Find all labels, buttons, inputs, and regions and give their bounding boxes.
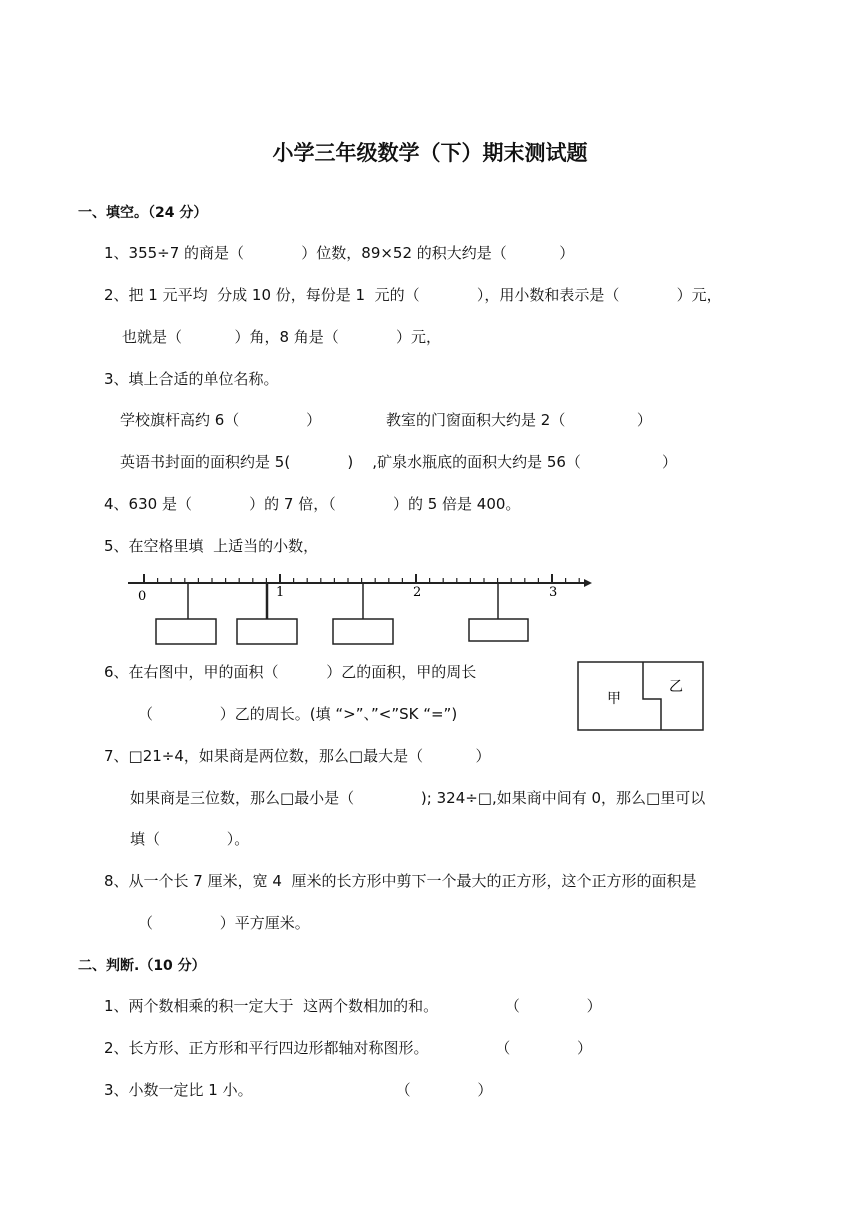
question-2: 2、把 1 元平均 分成 10 份，每份是 1 元的（ ），用小数和表示是（ ）元， bbox=[104, 286, 722, 304]
question-6-cont: （ ）乙的周长。(填 “>”、”<”SK “=”) bbox=[138, 705, 458, 723]
tick-label-3: 3 bbox=[549, 585, 558, 600]
section-heading-judge: 二、判断.（10 分） bbox=[78, 958, 206, 974]
judge-2: 2、长方形、正方形和平行四边形都轴对称图形。 （ ） bbox=[104, 1039, 593, 1057]
tick-label-1: 1 bbox=[276, 585, 285, 600]
question-8: 8、从一个长 7 厘米，宽 4 厘米的长方形中剪下一个最大的正方形，这个正方形的面积是 bbox=[104, 872, 697, 890]
figure-outline bbox=[578, 662, 703, 730]
question-4: 4、630 是（ ）的 7 倍，（ ）的 5 倍是 400。 bbox=[104, 495, 521, 513]
answer-box-3[interactable] bbox=[333, 619, 393, 644]
area-figure bbox=[577, 661, 705, 733]
question-3-c: 英语书封面的面积约是 5( ) ,矿泉水瓶底的面积大约是 56（ ） bbox=[120, 453, 677, 471]
question-8-cont: （ ）平方厘米。 bbox=[138, 914, 310, 932]
label-yi: 乙 bbox=[669, 679, 683, 695]
question-5: 5、在空格里填 上适当的小数， bbox=[104, 537, 319, 555]
judge-3: 3、小数一定比 1 小。 （ ） bbox=[104, 1081, 493, 1099]
question-3-a: 学校旗杆高约 6（ ） bbox=[120, 411, 322, 429]
label-jia: 甲 bbox=[607, 691, 621, 707]
page-title: 小学三年级数学（下）期末测试题 bbox=[272, 141, 588, 165]
question-3-b: 教室的门窗面积大约是 2（ ） bbox=[386, 411, 652, 429]
section-heading-fill: 一、填空。（24 分） bbox=[78, 205, 208, 221]
question-7-cont2: 填（ ）。 bbox=[130, 830, 250, 848]
answer-box-4[interactable] bbox=[469, 619, 528, 641]
tick-label-0: 0 bbox=[138, 589, 147, 604]
question-1: 1、355÷7 的商是（ ）位数，89×52 的积大约是（ ） bbox=[104, 244, 575, 262]
tick-label-2: 2 bbox=[413, 585, 422, 600]
question-7-cont: 如果商是三位数，那么□最小是（ ); 324÷□,如果商中间有 0，那么□里可以 bbox=[130, 789, 706, 807]
question-3: 3、填上合适的单位名称。 bbox=[104, 370, 279, 388]
question-2-cont: 也就是（ ）角，8 角是（ ）元， bbox=[122, 328, 441, 346]
answer-box-2[interactable] bbox=[237, 619, 297, 644]
question-7: 7、□21÷4，如果商是两位数，那么□最大是（ ） bbox=[104, 747, 491, 765]
number-line-arrow bbox=[584, 579, 592, 587]
judge-1: 1、两个数相乘的积一定大于 这两个数相加的和。 （ ） bbox=[104, 997, 602, 1015]
question-6: 6、在右图中，甲的面积（ ）乙的面积，甲的周长 bbox=[104, 663, 477, 681]
answer-box-1[interactable] bbox=[156, 619, 216, 644]
number-line-figure bbox=[124, 566, 594, 652]
